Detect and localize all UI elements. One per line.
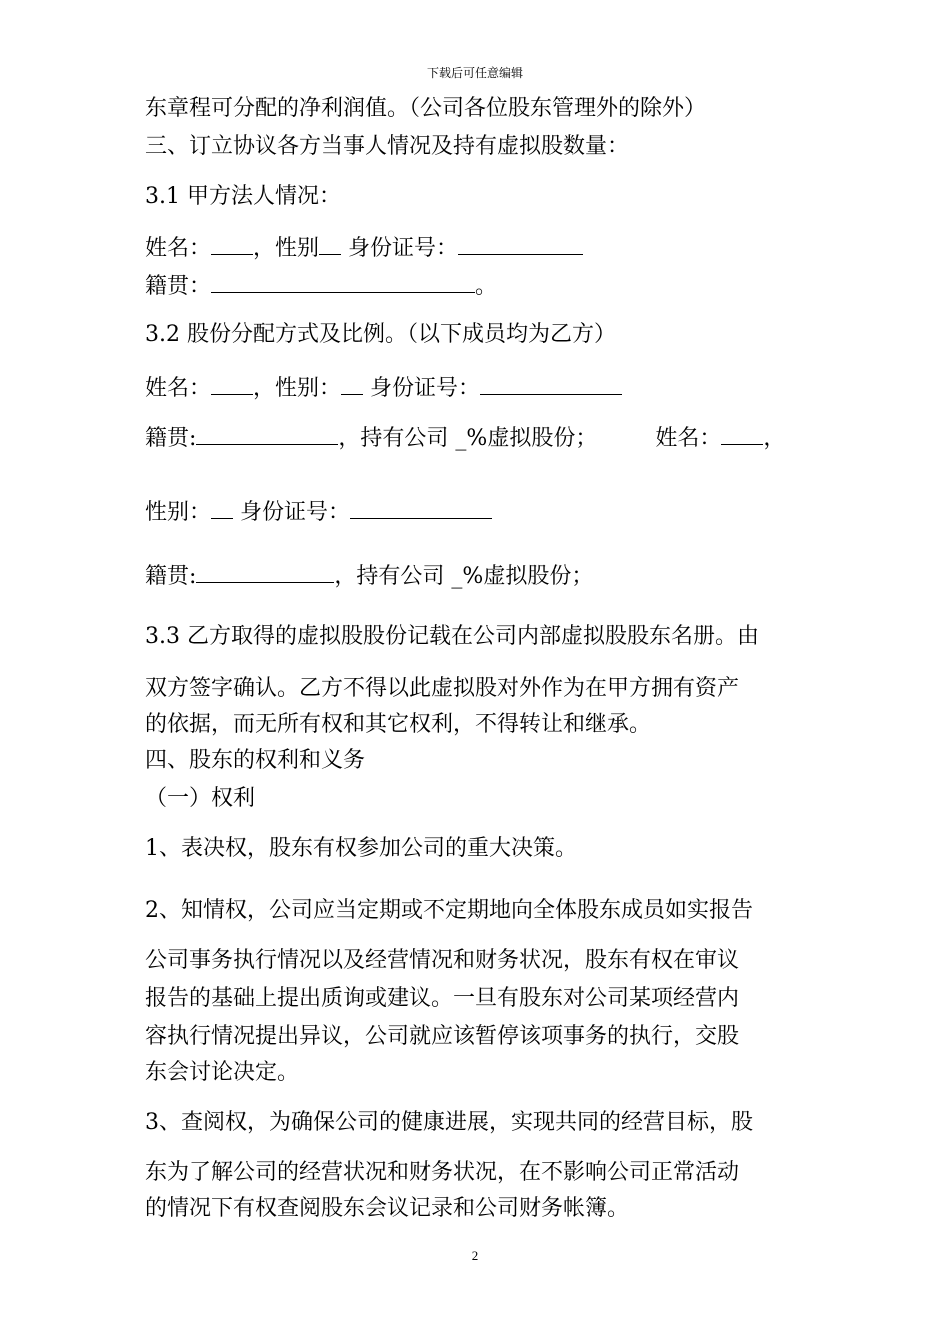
name-blank bbox=[211, 372, 253, 395]
label: 籍贯: bbox=[145, 426, 197, 451]
section-heading: 四、股东的权利和义务 bbox=[145, 748, 366, 773]
text-line: 1、表决权，股东有权参加公司的重大决策。 bbox=[145, 836, 577, 861]
name-blank bbox=[211, 232, 253, 255]
subsection-heading: 3.1 甲方法人情况： bbox=[145, 184, 341, 209]
label: ，持有公司 _%虚拟股份； bbox=[338, 426, 598, 451]
label: ， bbox=[763, 426, 786, 451]
label: 。 bbox=[475, 274, 498, 299]
text-line: 东为了解公司的经营状况和财务状况，在不影响公司正常活动 bbox=[145, 1160, 740, 1185]
id-number-blank bbox=[350, 496, 492, 519]
form-line bbox=[145, 232, 583, 264]
label: ，持有公司 _%虚拟股份； bbox=[334, 564, 594, 589]
text-line: 东会讨论决定。 bbox=[145, 1060, 300, 1085]
label: 身份证号： bbox=[363, 376, 481, 401]
label: 性别： bbox=[145, 500, 212, 525]
label: 籍贯： bbox=[145, 274, 212, 299]
native-place-blank bbox=[211, 270, 475, 293]
subsection-heading: （一）权利 bbox=[145, 786, 256, 811]
text-line: 报告的基础上提出质询或建议。一旦有股东对公司某项经营内 bbox=[145, 986, 740, 1011]
form-line bbox=[145, 372, 622, 404]
page-header: 下载后可任意编辑 bbox=[426, 66, 523, 80]
label: 身份证号： bbox=[341, 236, 459, 261]
text-line: 东章程可分配的净利润值。（公司各位股东管理外的除外） bbox=[145, 96, 707, 121]
text-line: 的依据，而无所有权和其它权利，不得转让和继承。 bbox=[145, 712, 652, 737]
label: ，性别 bbox=[253, 236, 320, 261]
label: 姓名： bbox=[655, 426, 722, 451]
subsection-heading: 3.2 股份分配方式及比例。（以下成员均为乙方） bbox=[145, 322, 616, 347]
label: 籍贯: bbox=[145, 564, 197, 589]
form-line bbox=[145, 422, 785, 454]
form-line bbox=[145, 496, 492, 528]
name-blank bbox=[721, 422, 763, 445]
text-line: 3、查阅权，为确保公司的健康进展，实现共同的经营目标，股 bbox=[145, 1110, 753, 1135]
gender-blank bbox=[319, 232, 341, 255]
label: ，性别： bbox=[253, 376, 342, 401]
text-line: 的情况下有权查阅股东会议记录和公司财务帐簿。 bbox=[145, 1196, 630, 1221]
text-line: 2、知情权，公司应当定期或不定期地向全体股东成员如实报告 bbox=[145, 898, 753, 923]
label: 身份证号： bbox=[233, 500, 351, 525]
native-place-blank bbox=[196, 560, 334, 583]
id-number-blank bbox=[480, 372, 622, 395]
native-place-blank bbox=[196, 422, 338, 445]
id-number-blank bbox=[458, 232, 583, 255]
form-line bbox=[145, 560, 593, 592]
text-line: 容执行情况提出异议，公司就应该暂停该项事务的执行，交股 bbox=[145, 1024, 740, 1049]
label: 姓名： bbox=[145, 236, 212, 261]
gender-blank bbox=[341, 372, 363, 395]
page-number: 2 bbox=[471, 1248, 479, 1263]
section-heading: 三、订立协议各方当事人情况及持有虚拟股数量： bbox=[145, 134, 630, 159]
label: 姓名： bbox=[145, 376, 212, 401]
text-line: 3.3 乙方取得的虚拟股股份记载在公司内部虚拟股股东名册。由 bbox=[145, 624, 759, 649]
text-line: 公司事务执行情况以及经营情况和财务状况，股东有权在审议 bbox=[145, 948, 740, 973]
form-line bbox=[145, 270, 497, 302]
text-line: 双方签字确认。乙方不得以此虚拟股对外作为在甲方拥有资产 bbox=[145, 676, 740, 701]
gender-blank bbox=[211, 496, 233, 519]
